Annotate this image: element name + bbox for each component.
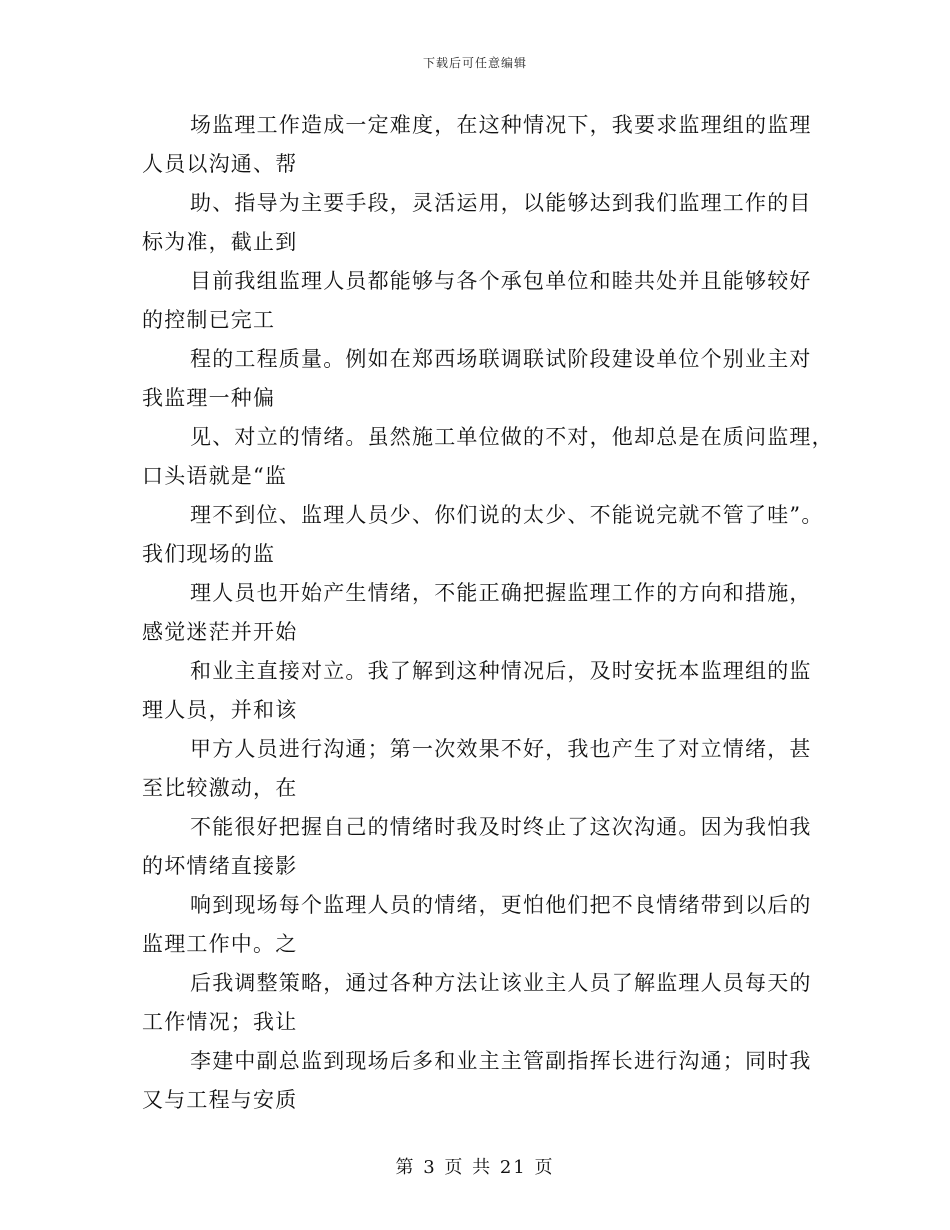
paragraph <box>142 1042 812 1120</box>
paragraph-line: 程的工程质量。例如在郑西场联调联试阶段建设单位个别业主对 <box>190 347 812 371</box>
paragraph-line: 甲方人员进行沟通；第一次效果不好，我也产生了对立情绪，甚 <box>190 737 812 761</box>
paragraph-line: 感觉迷茫并开始 <box>142 620 298 644</box>
paragraph <box>142 106 812 184</box>
paragraph <box>142 262 812 340</box>
paragraph <box>142 652 812 730</box>
paragraph-line: 响到现场每个监理人员的情绪，更怕他们把不良情绪带到以后的 <box>190 893 812 917</box>
document-body <box>142 106 834 1120</box>
paragraph-line: 监理工作中。之 <box>142 932 298 956</box>
paragraph-line: 口头语就是“监 <box>142 464 288 488</box>
paragraph <box>142 418 834 496</box>
paragraph-line: 理不到位、监理人员少、你们说的太少、不能说完就不管了哇”。 <box>190 503 824 527</box>
paragraph-line: 标为准，截止到 <box>142 230 298 254</box>
paragraph-line: 目前我组监理人员都能够与各个承包单位和睦共处并且能够较好 <box>190 269 812 293</box>
paragraph-line: 见、对立的情绪。虽然施工单位做的不对，他却总是在质问监理， <box>190 425 834 449</box>
paragraph <box>142 808 812 886</box>
paragraph-line: 理人员也开始产生情绪，不能正确把握监理工作的方向和措施， <box>190 581 812 605</box>
page-number-footer: 第 3 页 共 21 页 <box>395 1157 555 1178</box>
page-header: 下载后可任意编辑 <box>422 56 527 70</box>
paragraph <box>142 340 812 418</box>
paragraph-line: 和业主直接对立。我了解到这种情况后，及时安抚本监理组的监 <box>190 659 812 683</box>
paragraph-line: 我们现场的监 <box>142 542 276 566</box>
paragraph-line: 场监理工作造成一定难度，在这种情况下，我要求监理组的监理 <box>190 113 812 137</box>
paragraph <box>142 496 824 574</box>
paragraph <box>142 184 812 262</box>
paragraph <box>142 964 812 1042</box>
paragraph-line: 理人员，并和该 <box>142 698 298 722</box>
paragraph-line: 至比较激动，在 <box>142 776 298 800</box>
paragraph-line: 助、指导为主要手段，灵活运用，以能够达到我们监理工作的目 <box>190 191 812 215</box>
paragraph-line: 我监理一种偏 <box>142 386 276 410</box>
paragraph-line: 不能很好把握自己的情绪时我及时终止了这次沟通。因为我怕我 <box>190 815 812 839</box>
paragraph-line: 人员以沟通、帮 <box>142 152 298 176</box>
paragraph <box>142 574 812 652</box>
paragraph-line: 后我调整策略，通过各种方法让该业主人员了解监理人员每天的 <box>190 971 812 995</box>
paragraph-line: 的坏情绪直接影 <box>142 854 298 878</box>
paragraph-line: 又与工程与安质 <box>142 1088 298 1112</box>
paragraph <box>142 886 812 964</box>
paragraph-line: 李建中副总监到现场后多和业主主管副指挥长进行沟通；同时我 <box>190 1049 812 1073</box>
paragraph-line: 工作情况；我让 <box>142 1010 298 1034</box>
paragraph-line: 的控制已完工 <box>142 308 276 332</box>
paragraph <box>142 730 812 808</box>
